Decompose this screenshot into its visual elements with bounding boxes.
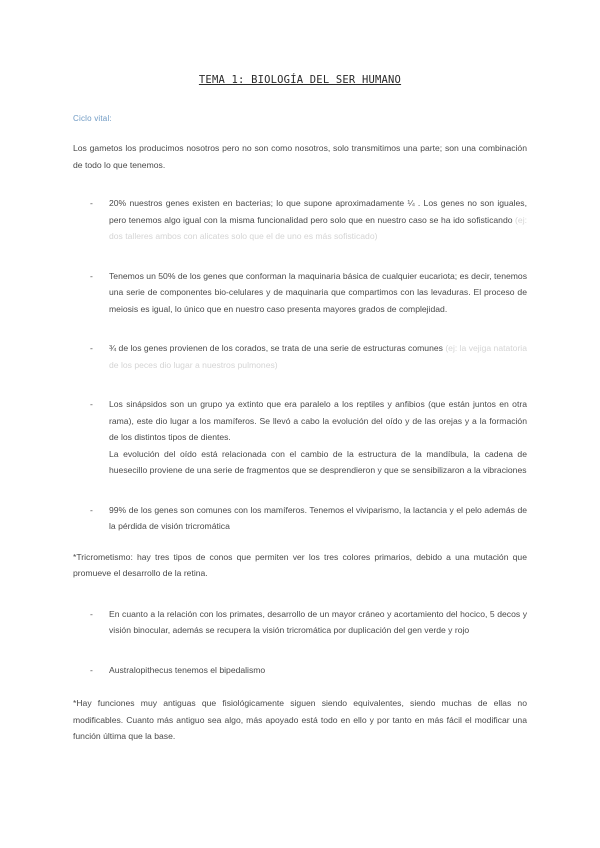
example-note: (ej: la vejiga natatoria de los peces dio lugar a nuestros pulmones) [109,343,527,370]
list-item [73,606,527,639]
bullet-dash: - [90,198,93,208]
list-item-text-continued: La evolución del oído está relacionada con el cambio de la estructura de la mandíbula, la cadena de huesecillo proviene de una serie de fragmentos que se desprendieron y que se sensibilizaron a la vibraciones [109,448,527,475]
bullet-dash: - [90,504,93,515]
list-item [73,662,527,679]
bullet-dash: - [90,343,93,353]
list-item [73,268,527,318]
page-title: TEMA 1: BIOLOGÍA DEL SER HUMANO [198,74,402,86]
list-item-text: 20% nuestros genes existen en bacterias; lo que supone aproximadamente ¼ . Los genes no son iguales, pero tenemos algo igual con la misma funcionalidad pero solo que en nuestro caso se ha ido sofisticando [109,198,527,225]
bullet-dash: - [90,270,93,281]
bullet-dash: - [90,664,93,675]
list-item-text: Australopithecus tenemos el bipedalismo [109,664,266,675]
list-item-text: En cuanto a la relación con los primates, desarrollo de un mayor cráneo y acortamiento del hocico, 5 decos y visión binocular, además se recupera la visión tricromática por duplicación del gen verde y rojo [109,608,527,635]
list-item-text: Tenemos un 50% de los genes que conforman la maquinaria básica de cualquier eucariota; es decir, tenemos una serie de componentes bio-celulares y de maquinaria que compartimos con las levaduras. El proceso de meiosis es igual, lo único que en nuestro caso presenta mayores grados de complejidad. [109,270,527,314]
bullet-dash: - [90,399,93,409]
bullet-list-2 [73,606,527,679]
list-item [73,195,527,245]
functions-note: *Hay funciones muy antiguas que fisiológicamente siguen siendo equivalentes, siendo muchas de ellas no modificables. Cuanto más antiguo sea algo, más apoyado está todo en ello y por tanto en más fácil el modificar una función última que la base. [73,698,527,741]
tricromatismo-note: *Tricrometismo: hay tres tipos de conos que permiten ver los tres colores primarios, debido a una mutación que promueve el desarrollo de la retina. [73,551,527,578]
list-item-text: 99% de los genes son comunes con los mamíferos. Tenemos el viviparismo, la lactancia y el pelo además de la pérdida de visión tricromática [109,504,527,531]
list-item [73,340,527,373]
intro-paragraph: Los gametos los producimos nosotros pero no son como nosotros, solo transmitimos una parte; son una combinación de todo lo que tenemos. [73,143,527,170]
section-heading: Ciclo vital: [73,114,112,123]
example-note: (ej: dos talleres ambos con alicates solo que el de uno es más sofisticado) [109,214,527,241]
list-item-text: Los sinápsidos son un grupo ya extinto que era paralelo a los reptiles y anfibios (que están juntos en otra rama), este dio lugar a los mamíferos. Se llevó a cabo la evolución del oído y de las orejas y a la formación de los distintos tipos de dientes. [109,399,527,442]
list-item [73,396,527,479]
bullet-dash: - [90,608,93,619]
list-item-text: ¾ de los genes provienen de los corados, se trata de una serie de estructuras comunes [109,343,446,353]
list-item [73,502,527,535]
bullet-list-1 [73,195,527,535]
